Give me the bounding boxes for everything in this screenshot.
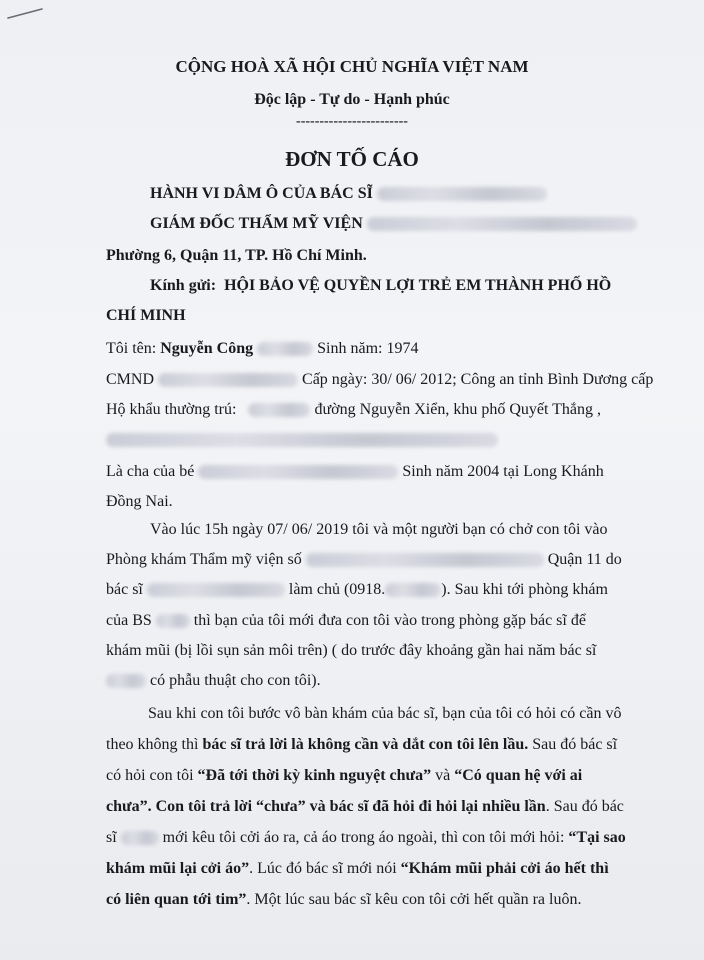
document-title: ĐƠN TỐ CÁO bbox=[285, 147, 419, 171]
identity-child-line-2: Đồng Nai. bbox=[106, 493, 173, 510]
redacted-child-name bbox=[198, 465, 398, 479]
subject-line-1: HÀNH VI DÂM Ô CỦA BÁC SĨ bbox=[150, 184, 547, 204]
identity-residence-line: Hộ khẩu thường trú: đường Nguyễn Xiển, khu phố Quyết Thắng , bbox=[106, 401, 602, 418]
p2-line-3: có hỏi con tôi “Đã tới thời kỳ kinh nguyệt chưa” và “Có quan hệ với ai bbox=[106, 767, 583, 784]
redacted-id-number bbox=[158, 373, 298, 387]
motto: Độc lập - Tự do - Hạnh phúc bbox=[254, 91, 450, 108]
p1-line-5: khám mũi (bị lồi sụn sản môi trên) ( do trước đây khoảng gần hai năm bác sĩ bbox=[106, 642, 597, 659]
identity-residence-cont bbox=[106, 430, 498, 450]
recipient-line-1: Kính gửi: HỘI BẢO VỆ QUYỀN LỢI TRẺ EM THÀNH PHỐ HỒ bbox=[150, 277, 612, 294]
recipient-line-2: CHÍ MINH bbox=[106, 307, 186, 324]
redacted-doctor-name bbox=[106, 674, 146, 688]
redacted-clinic-name bbox=[367, 217, 637, 231]
p1-line-6: có phẫu thuật cho con tôi). bbox=[106, 671, 321, 691]
redacted-doctor-name bbox=[147, 583, 285, 597]
nation-heading: CỘNG HOÀ XÃ HỘI CHỦ NGHĨA VIỆT NAM bbox=[175, 57, 529, 76]
p2-line-5: sĩ mới kêu tôi cởi áo ra, cả áo trong áo ngoài, thì con tôi mới hỏi: “Tại sao bbox=[106, 829, 626, 846]
p2-line-1: Sau khi con tôi bước vô bàn khám của bác sĩ, bạn của tôi có hỏi có cần vô bbox=[148, 705, 622, 722]
p1-line-3: bác sĩ làm chủ (0918. ). Sau khi tới phòng khám bbox=[106, 581, 608, 598]
p1-line-1: Vào lúc 15h ngày 07/ 06/ 2019 tôi và một người bạn có chở con tôi vào bbox=[150, 521, 608, 538]
redacted-house-number bbox=[248, 403, 310, 417]
redacted-name bbox=[257, 342, 313, 356]
redacted-doctor-name bbox=[156, 614, 190, 628]
identity-child-line: Là cha của bé Sinh năm 2004 tại Long Khánh bbox=[106, 463, 604, 480]
identity-id-line: CMND Cấp ngày: 30/ 06/ 2012; Công an tỉnh Bình Dương cấp bbox=[106, 371, 654, 388]
subject-line-2: GIÁM ĐỐC THẨM MỸ VIỆN bbox=[150, 214, 637, 234]
p1-line-4: của BS thì bạn của tôi mới đưa con tôi vào trong phòng gặp bác sĩ để bbox=[106, 612, 586, 629]
identity-name-line: Tôi tên: Nguyễn Công Sinh năm: 1974 bbox=[106, 340, 419, 357]
redacted-phone bbox=[385, 583, 441, 597]
p2-line-6: khám mũi lại cởi áo”. Lúc đó bác sĩ mới nói “Khám mũi phải cởi áo hết thì bbox=[106, 860, 609, 877]
subject-line-3: Phường 6, Quận 11, TP. Hồ Chí Minh. bbox=[106, 247, 367, 264]
p2-line-2: theo không thì bác sĩ trả lời là không cần và dắt con tôi lên lầu. Sau đó bác sĩ bbox=[106, 736, 618, 753]
p1-line-2: Phòng khám Thẩm mỹ viện số Quận 11 do bbox=[106, 551, 622, 568]
p2-line-4: chưa”. Con tôi trả lời “chưa” và bác sĩ đã hỏi đi hỏi lại nhiều lần. Sau đó bác bbox=[106, 798, 624, 815]
redacted-doctor-name bbox=[121, 831, 159, 845]
p2-line-7: có liên quan tới tim”. Một lúc sau bác sĩ kêu con tôi cởi hết quần ra luôn. bbox=[106, 891, 582, 908]
redacted-clinic-address bbox=[306, 553, 544, 567]
pen-stroke-mark bbox=[6, 6, 46, 20]
redacted-address bbox=[106, 433, 498, 447]
heading-divider: ------------------------ bbox=[296, 114, 408, 129]
redacted-doctor-name bbox=[377, 187, 547, 201]
